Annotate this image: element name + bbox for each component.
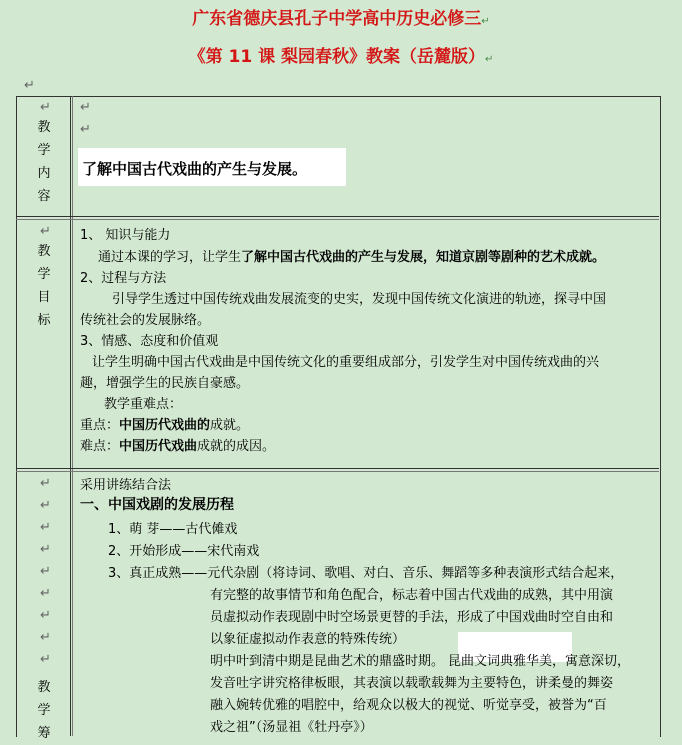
table-row-divider-inner [16, 471, 659, 472]
key-points-heading: 教学重难点： [104, 397, 183, 412]
stage-1: 1、萌 芽——古代傩戏 [108, 522, 238, 537]
paragraph-mark: ↵ [40, 520, 51, 535]
paragraph-mark: ↵ [40, 630, 51, 645]
stage-3-detail-2: 员虚拟动作表现剧中时空场景更替的手法，形成了中国戏曲时空自由和 [210, 610, 614, 625]
stage-3: 3、真正成熟——元代杂剧（将诗词、歌唱、对白、音乐、舞蹈等多种表演形式结合起来， [108, 566, 624, 581]
paragraph-mark: ↵ [40, 100, 51, 115]
paragraph-mark: ↵ [40, 224, 51, 239]
stage-3-detail-3: 以象征虚拟动作表意的特殊传统） [210, 632, 406, 647]
objective-text-3a: 让学生明确中国古代戏曲是中国传统文化的重要组成部分，引发学生对中国传统戏曲的兴 [92, 355, 600, 370]
method-text: 采用讲练结合法 [80, 478, 172, 493]
paragraph-mark: ↵ [40, 542, 51, 557]
objective-heading-3: 3、情感、态度和价值观 [80, 334, 219, 349]
kunqu-line-1: 明中叶到清中期是昆曲艺术的鼎盛时期。 昆曲文词典雅华美，寓意深切， [210, 654, 631, 669]
stage-3-detail-1: 有完整的故事情节和角色配合，标志着中国古代戏曲的成熟，其中用演 [210, 588, 614, 603]
kunqu-line-3: 融入婉转优雅的唱腔中，给观众以极大的视觉、听觉享受，被誉为“百 [210, 698, 607, 713]
section-heading: 一、中国戏剧的发展历程 [80, 497, 234, 513]
difficult-point: 难点：中国历代戏曲成就的成因。 [80, 439, 276, 454]
objective-heading-1: 1、 知识与能力 [80, 228, 171, 243]
paragraph-mark: ↵ [40, 476, 51, 491]
document-title-line-2: 《第 11 课 梨园春秋》教案（岳麓版）↵ [188, 47, 494, 67]
row-label-content: 教 学 内 容 [37, 120, 51, 204]
objective-text-2a: 引导学生透过中国传统戏曲发展流变的史实，发现中国传统文化演进的轨迹，探寻中国 [112, 292, 607, 307]
key-point: 重点：中国历代戏曲的成就。 [80, 418, 250, 433]
objective-text-3b: 趣，增强学生的民族自豪感。 [80, 376, 250, 391]
paragraph-mark: ↵ [40, 498, 51, 513]
objective-text-2b: 传统社会的发展脉络。 [80, 313, 211, 328]
table-column-divider [70, 96, 71, 736]
table-column-divider-inner [72, 96, 73, 736]
table-row-divider-inner [16, 219, 659, 220]
paragraph-mark: ↵ [40, 564, 51, 579]
paragraph-mark: ↵ [80, 122, 91, 137]
paragraph-mark: ↵ [80, 100, 91, 115]
table-row-divider [16, 468, 659, 469]
table-row-divider [16, 216, 659, 217]
row-label-process: 教 学 筹 [37, 680, 51, 741]
paragraph-mark: ↵ [24, 78, 35, 93]
kunqu-line-2: 发音吐字讲究格律板眼，其表演以载歌载舞为主要特色，讲柔曼的舞姿 [210, 676, 614, 691]
objective-text-1: 通过本课的学习，让学生了解中国古代戏曲的产生与发展，知道京剧等剧种的艺术成就。 [98, 250, 606, 265]
stage-2: 2、开始形成——宋代南戏 [108, 544, 260, 559]
objective-heading-2: 2、过程与方法 [80, 271, 167, 286]
row-label-objectives: 教 学 目 标 [37, 244, 51, 328]
content-text: 了解中国古代戏曲的产生与发展。 [82, 160, 308, 178]
paragraph-mark: ↵ [40, 586, 51, 601]
paragraph-mark: ↵ [40, 652, 51, 667]
paragraph-mark: ↵ [40, 608, 51, 623]
kunqu-line-4: 戏之祖”（汤显祖《牡丹亭》） [210, 720, 373, 735]
document-title-line-1: 广东省德庆县孔子中学高中历史必修三↵ [192, 9, 490, 29]
